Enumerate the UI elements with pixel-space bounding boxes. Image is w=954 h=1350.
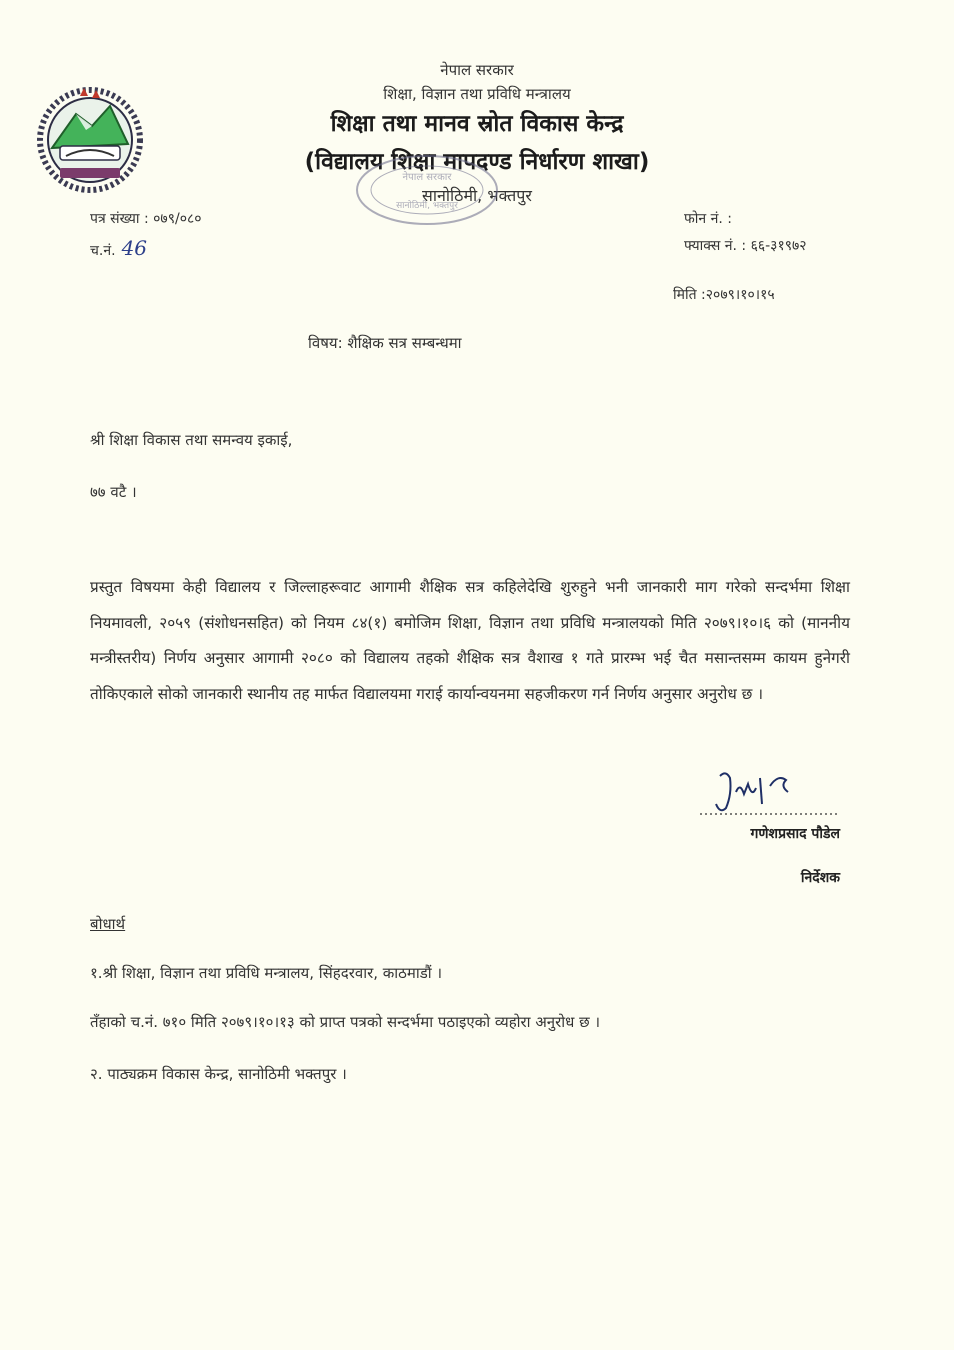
office-address: सानोठिमी, भक्तपुर xyxy=(422,186,532,205)
office-stamp-icon xyxy=(352,150,502,230)
cc-line-1: १.श्री शिक्षा, विज्ञान तथा प्रविधि मन्त्रालय, सिंहदरवार, काठमाडौं । xyxy=(90,964,443,982)
cc-heading: बोधार्थ xyxy=(90,915,126,933)
cc-line-2: तँहाको च.नं. ७१० मिति २०७९।१०।१३ को प्राप्त पत्रको सन्दर्भमा पठाइएको व्यहोरा अनुरोध छ । xyxy=(90,1013,601,1031)
ministry-name: शिक्षा, विज्ञान तथा प्रविधि मन्त्रालय xyxy=(383,85,571,103)
fax-number: फ्याक्स नं. : ६६-३१९७२ xyxy=(684,238,807,254)
dispatch-number: 46 xyxy=(121,236,148,260)
center-name: शिक्षा तथा मानव स्रोत विकास केन्द्र xyxy=(330,111,624,137)
svg-text:नेपाल सरकार: नेपाल सरकार xyxy=(402,172,452,183)
dispatch-number-row xyxy=(90,236,147,260)
addressee-count: ७७ वटै । xyxy=(90,483,137,501)
letter-date: मिति :२०७९।१०।१५ xyxy=(673,287,775,303)
section-name: (विद्यालय शिक्षा मापदण्ड निर्धारण शाखा) xyxy=(304,149,650,175)
signatory-title: निर्देशक xyxy=(800,870,840,886)
letter-subject: विषय: शैक्षिक सत्र सम्बन्धमा xyxy=(308,334,462,352)
signatory-name: गणेशप्रसाद पौडेल xyxy=(750,826,840,842)
cc-line-3: २. पाठ्यक्रम विकास केन्द्र, सानोठिमी भक्तपुर । xyxy=(90,1065,347,1083)
svg-text:सानोठिमी, भक्तपुर: सानोठिमी, भक्तपुर xyxy=(396,201,458,211)
letter-number: पत्र संख्या : ०७९/०८० xyxy=(90,211,202,227)
dispatch-label: च.नं. xyxy=(90,243,116,259)
government-name: नेपाल सरकार xyxy=(440,61,514,79)
addressee: श्री शिक्षा विकास तथा समन्वय इकाई, xyxy=(90,431,293,449)
phone-number: फोन नं. : xyxy=(684,211,733,227)
signature-icon xyxy=(700,764,850,824)
letter-body: प्रस्तुत विषयमा केही विद्यालय र जिल्लाहरूवाट आगामी शैक्षिक सत्र कहिलेदेखि शुरुहुने भनी जानकारी माग गरेको सन्दर्भमा शिक्षा नियमावली, २०५९ (संशोधनसहित) को नियम ८४(१) बमोजिम शिक्षा, विज्ञान तथा प्रविधि मन्त्रालयको मिति २०७९।१०।६ को (माननीय मन्त्रीस्तरीय) निर्णय अनुसार आगामी २०८० को विद्यालय तहको शैक्षिक सत्र वैशाख १ गते प्रारम्भ भई चैत मसान्तसम्म कायम हुनेगरी तोकिएकाले सोको जानकारी स्थानीय तह मार्फत विद्यालयमा गराई कार्यान्वयनमा सहजीकरण गर्न निर्णय अनुसार अनुरोध छ । xyxy=(90,578,850,703)
